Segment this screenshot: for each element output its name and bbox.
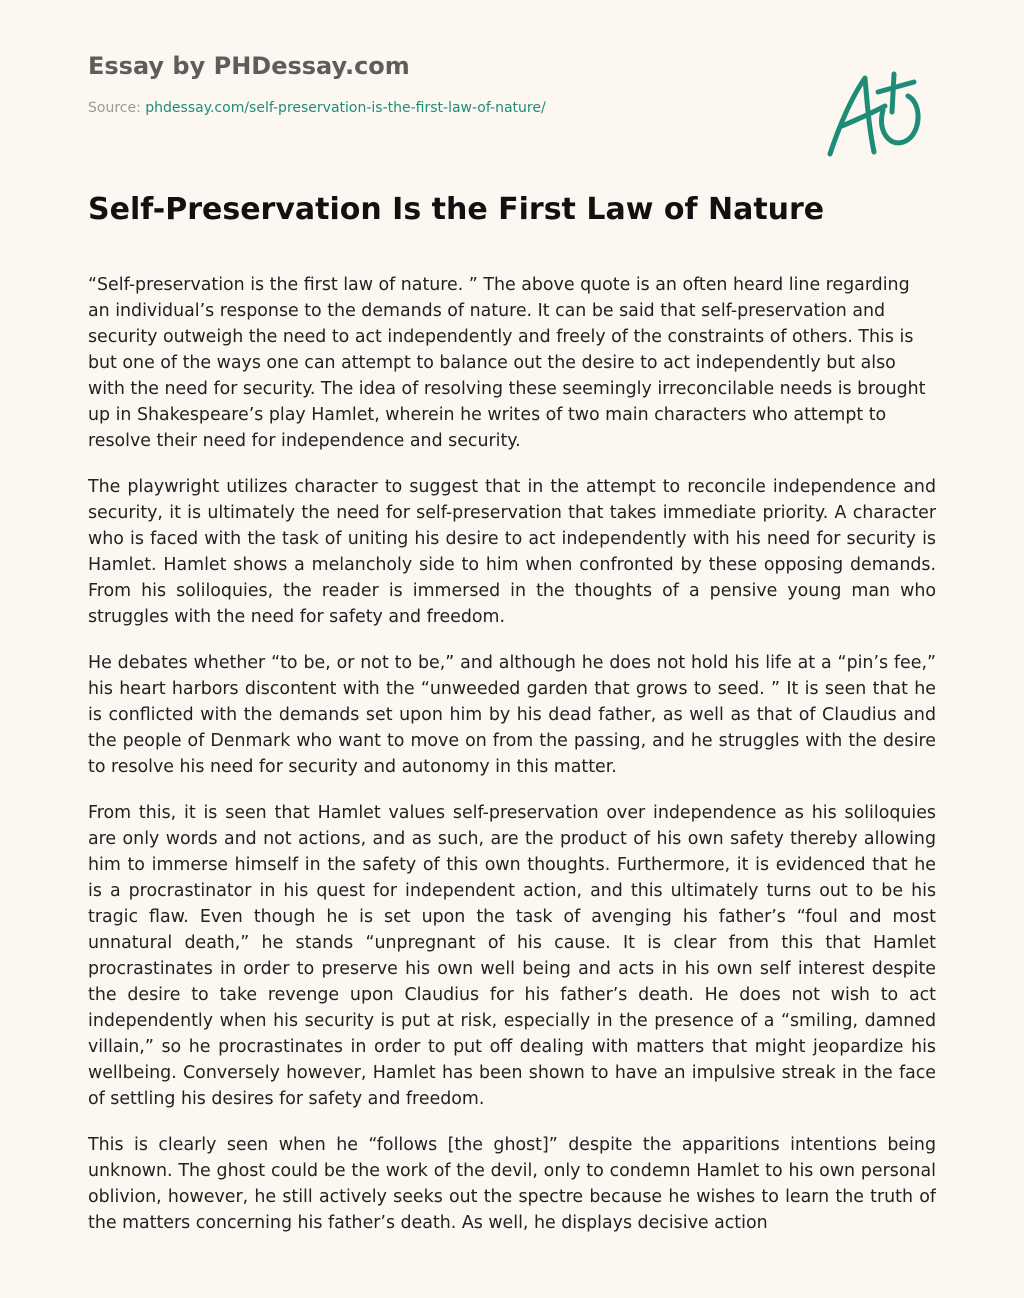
- essay-body: [88, 272, 936, 1250]
- site-header: [88, 50, 788, 118]
- essay-title: Self-Preservation Is the First Law of Nature: [88, 192, 825, 227]
- source-line: [88, 98, 788, 118]
- a-plus-logo-icon: [818, 62, 930, 164]
- essay-paragraph-3: He debates whether “to be, or not to be,” and although he does not hold his life at a “pin’s fee,” his heart harbors discontent with the “unweeded garden that grows to seed. ” It is seen that he is conflicted with the demands set upon him by his dead father, as well as that of Claudius and the people of Denmark who want to move on from the passing, and he struggles with the desire to resolve his need for security and autonomy in this matter.: [88, 653, 936, 777]
- essay-paragraph-2: The playwright utilizes character to suggest that in the attempt to reconcile independence and security, it is ultimately the need for self-preservation that takes immediate priority. A character who is faced with the task of uniting his desire to act independently with his need for security is Hamlet. Hamlet shows a melancholy side to him when confronted by these opposing demands. From his soliloquies, the reader is immersed in the thoughts of a pensive young man who struggles with the need for safety and freedom.: [88, 477, 936, 627]
- source-label: Source:: [88, 100, 141, 116]
- essay-paragraph-1: “Self-preservation is the first law of nature. ” The above quote is an often heard line regarding an individual’s response to the demands of nature. It can be said that self-preservation and security outweigh the need to act independently and freely of the constraints of others. This is but one of the ways one can attempt to balance out the desire to act independently but also with the need for security. The idea of resolving these seemingly irreconcilable needs is brought up in Shakespeare’s play Hamlet, wherein he writes of two main characters who attempt to resolve their need for independence and security.: [88, 275, 926, 451]
- site-title: Essay by PHDessay.com: [88, 52, 410, 80]
- source-link[interactable]: phdessay.com/self-preservation-is-the-first-law-of-nature/: [145, 100, 546, 116]
- essay-paragraph-4: From this, it is seen that Hamlet values self-preservation over independence as his soliloquies are only words and not actions, and as such, are the product of his own safety thereby allowing him to immerse himself in the safety of this own thoughts. Furthermore, it is evidenced that he is a procrastinator in his quest for independent action, and this ultimately turns out to be his tragic flaw. Even though he is set upon the task of avenging his father’s “foul and most unnatural death,” he stands “unpregnant of his cause. It is clear from this that Hamlet procrastinates in order to preserve his own well being and acts in his own self interest despite the desire to take revenge upon Claudius for his father’s death. He does not wish to act independently when his security is put at risk, especially in the presence of a “smiling, damned villain,” so he procrastinates in order to put off dealing with matters that might jeopardize his wellbeing. Conversely however, Hamlet has been shown to have an impulsive streak in the face of settling his desires for safety and freedom.: [88, 803, 936, 1109]
- essay-paragraph-5: This is clearly seen when he “follows [the ghost]” despite the apparitions intentions being unknown. The ghost could be the work of the devil, only to condemn Hamlet to his own personal oblivion, however, he still actively seeks out the spectre because he wishes to learn the truth of the matters concerning his father’s death. As well, he displays decisive action: [88, 1135, 936, 1233]
